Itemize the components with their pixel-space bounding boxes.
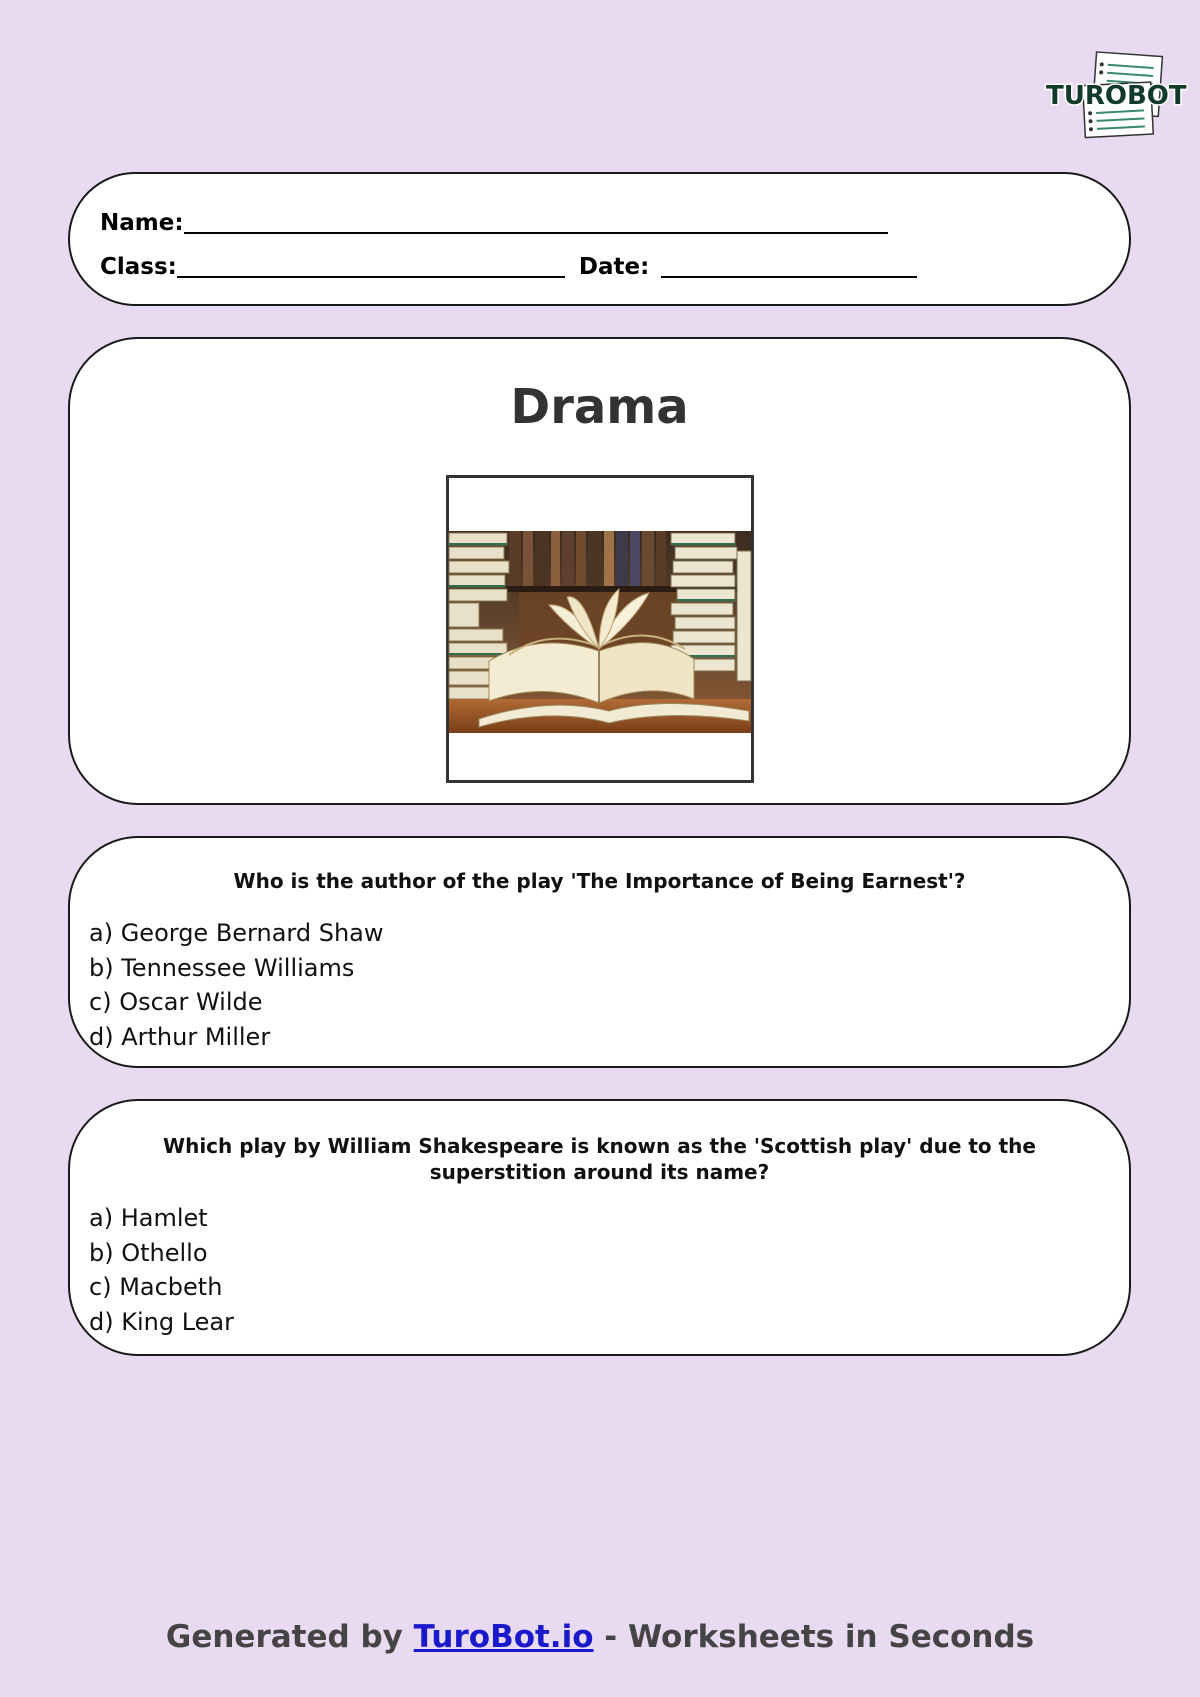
answer-option-a[interactable]: a) Hamlet: [89, 1204, 208, 1232]
answer-option-b[interactable]: b) Tennessee Williams: [89, 953, 355, 982]
question-card-2: [68, 1099, 1131, 1356]
name-label: Name:: [100, 210, 184, 236]
name-row: [100, 210, 888, 236]
logo-graphic: [1044, 50, 1187, 140]
question-card-1: [68, 836, 1131, 1068]
question-text: Who is the author of the play 'The Importance of Being Earnest'?: [233, 869, 966, 893]
footer-suffix: - Worksheets in Seconds: [593, 1619, 1035, 1655]
turobot-link[interactable]: TuroBot.io: [413, 1619, 594, 1655]
question-text: Which play by William Shakespeare is known as the 'Scottish play' due to the superstition around its name?: [163, 1134, 1036, 1184]
class-label: Class:: [100, 254, 177, 280]
turobot-logo: [1044, 50, 1187, 140]
answer-option-b[interactable]: b) Othello: [89, 1238, 208, 1267]
date-label: Date:: [578, 254, 650, 280]
books-illustration: [449, 531, 751, 733]
answer-option-d[interactable]: d) Arthur Miller: [89, 1022, 271, 1051]
worksheet-title-card: [68, 337, 1131, 805]
date-field[interactable]: [661, 254, 917, 278]
footer: [0, 1619, 1200, 1655]
answer-option-c[interactable]: c) Macbeth: [89, 1273, 223, 1301]
class-date-row: [100, 254, 917, 280]
name-field[interactable]: [184, 210, 888, 234]
answer-options: [89, 916, 384, 1054]
open-books-image: [446, 475, 754, 783]
student-info-card: [68, 172, 1131, 306]
page-title: Drama: [510, 379, 689, 435]
class-field[interactable]: [177, 254, 565, 278]
logo-text: TUROBOT: [1046, 81, 1187, 111]
answer-options: [89, 1201, 234, 1339]
answer-option-a[interactable]: a) George Bernard Shaw: [89, 919, 384, 947]
answer-option-d[interactable]: d) King Lear: [89, 1307, 234, 1336]
footer-prefix: Generated by: [165, 1619, 414, 1655]
answer-option-c[interactable]: c) Oscar Wilde: [89, 988, 263, 1016]
